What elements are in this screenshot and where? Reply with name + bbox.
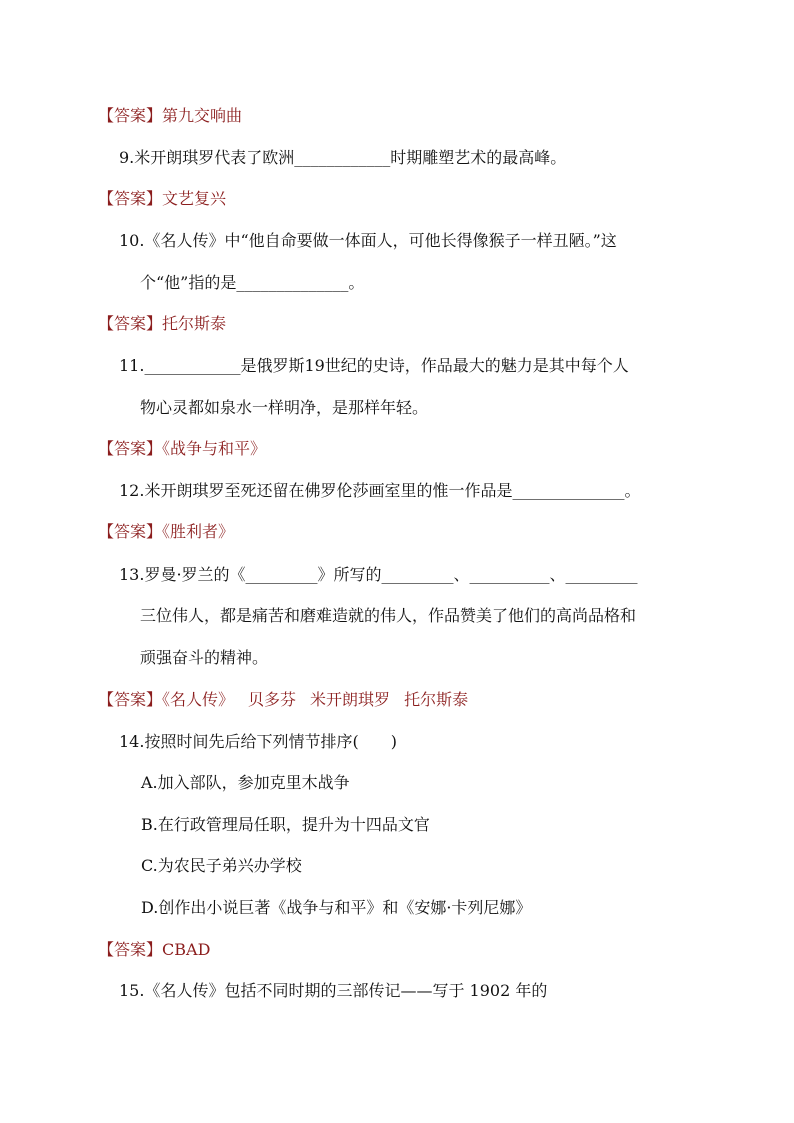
answer-tag: 【答案】 [98,439,163,458]
answer-11 [98,437,794,461]
answer-12 [98,520,794,544]
answer-part: 米开朗琪罗 [310,690,391,709]
answer-tag: 【答案】 [98,106,163,125]
answer-text: 托尔斯泰 [162,314,227,333]
answer-tag: 【答案】 [98,690,163,709]
answer-text: 文艺复兴 [162,189,227,208]
answer-text: CBAD [162,940,211,959]
option-d: D.创作出小说巨著《战争与和平》和《安娜·卡列尼娜》 [141,898,532,917]
question-14: 14.按照时间先后给下列情节排序( ) [119,732,397,751]
question-11-line-2: 物心灵都如泉水一样明净，是那样年轻。 [140,398,429,417]
option-a: A.加入部队，参加克里木战争 [141,773,350,792]
answer-text: 《战争与和平》 [162,439,267,458]
answer-part: 托尔斯泰 [404,690,469,709]
answer-text: 《胜利者》 [162,522,235,541]
answer-part: 贝多芬 [248,690,297,709]
question-13-line-3: 顽强奋斗的精神。 [140,648,269,667]
answer-tag: 【答案】 [98,189,163,208]
answer-tag: 【答案】 [98,940,163,959]
question-13-line-1: 13.罗曼·罗兰的《_________》所写的_________、__________、_________ [119,565,638,584]
question-12: 12.米开朗琪罗至死还留在佛罗伦莎画室里的惟一作品是______________。 [119,481,641,500]
question-10-line-2: 个“他”指的是______________。 [140,273,365,292]
answer-text: 第九交响曲 [162,106,243,125]
answer-10 [98,312,794,336]
question-10-line-1: 10.《名人传》中“他自命要做一体面人，可他长得像猴子一样丑陋。”这 [119,231,617,250]
answer-tag: 【答案】 [98,522,163,541]
question-15: 15.《名人传》包括不同时期的三部传记——写于 1902 年的 [119,981,548,1000]
answer-9 [98,187,794,211]
answer-part: 《名人传》 [162,690,235,709]
answer-tag: 【答案】 [98,314,163,333]
question-11-line-1: 11.____________是俄罗斯19世纪的史诗，作品最大的魅力是其中每个人 [119,356,629,375]
option-c: C.为农民子弟兴办学校 [141,856,302,875]
question-13-line-2: 三位伟人，都是痛苦和磨难造就的伟人，作品赞美了他们的高尚品格和 [140,606,637,625]
answer-14 [98,938,794,962]
answer-8 [98,104,794,128]
option-b: B.在行政管理局任职，提升为十四品文官 [141,815,430,834]
answer-13 [98,688,794,712]
question-9: 9.米开朗琪罗代表了欧洲____________时期雕塑艺术的最高峰。 [119,148,567,167]
